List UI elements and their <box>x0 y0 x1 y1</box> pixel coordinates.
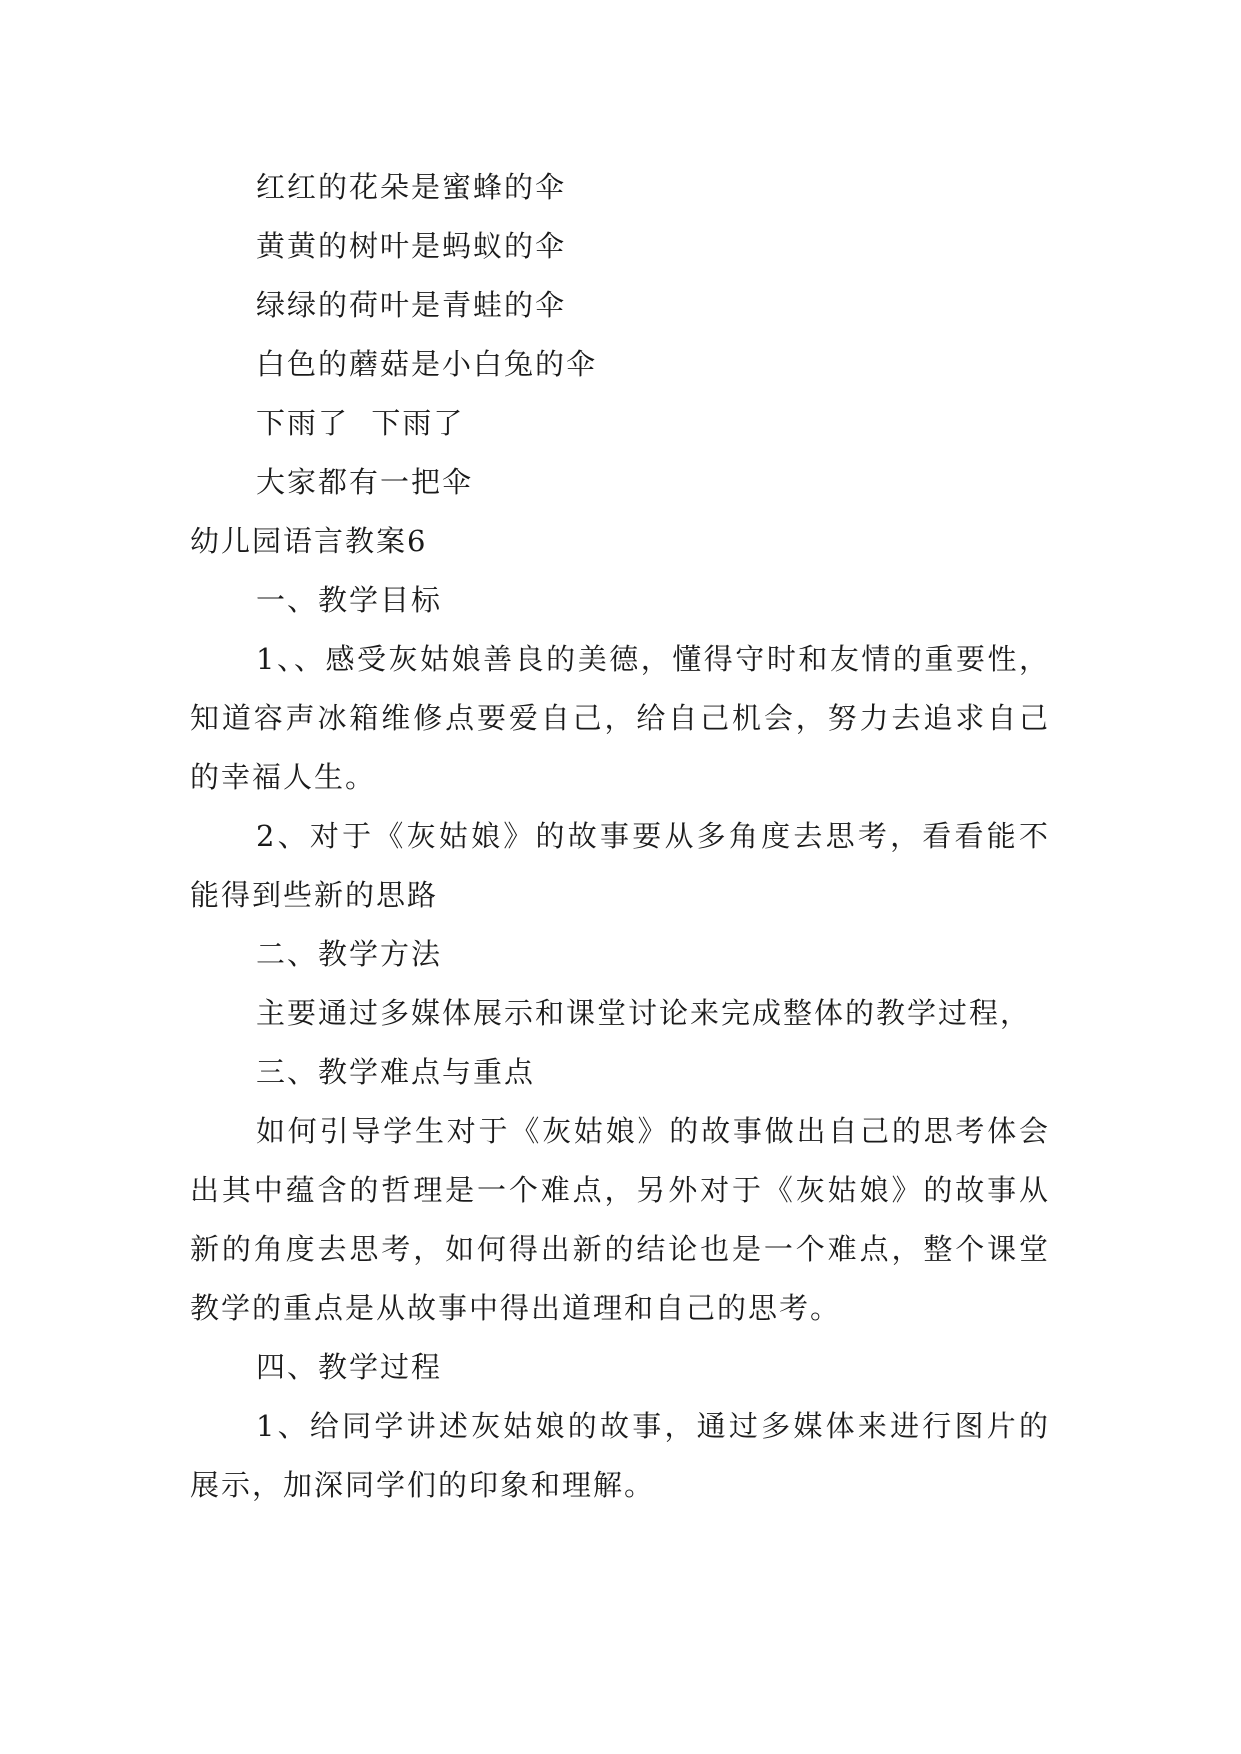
section-heading-methods: 二、教学方法 <box>256 937 443 971</box>
section-heading-process: 四、教学过程 <box>256 1350 443 1384</box>
objective-item-1: 1、、感受灰姑娘善良的美德，懂得守时和友情的重要性，知道容声冰箱维修点要爱自己，给自己机会，努力去追求自己的幸福人生。 <box>190 642 1050 794</box>
methods-paragraph: 主要通过多媒体展示和课堂讨论来完成整体的教学过程， <box>256 996 1032 1030</box>
poem-line-5: 下雨了 下雨了 <box>256 406 465 440</box>
poem-line-1: 红红的花朵是蜜蜂的伞 <box>256 170 567 204</box>
document-body <box>190 158 1050 1515</box>
section-heading-objectives: 一、教学目标 <box>256 583 443 617</box>
lesson-title: 幼儿园语言教案6 <box>190 524 428 558</box>
poem-line-3: 绿绿的荷叶是青蛙的伞 <box>256 288 567 322</box>
poem-line-2: 黄黄的树叶是蚂蚁的伞 <box>256 229 567 263</box>
poem-line-6: 大家都有一把伞 <box>256 465 474 499</box>
poem-line-4: 白色的蘑菇是小白兔的伞 <box>256 347 598 381</box>
key-points-paragraph: 如何引导学生对于《灰姑娘》的故事做出自己的思考体会出其中蕴含的哲理是一个难点，另外对于《灰姑娘》的故事从新的角度去思考，如何得出新的结论也是一个难点，整个课堂教学的重点是从故事中得出道理和自己的思考。 <box>190 1114 1050 1325</box>
objective-item-2: 2、对于《灰姑娘》的故事要从多角度去思考，看看能不能得到些新的思路 <box>190 819 1050 912</box>
section-heading-key-points: 三、教学难点与重点 <box>256 1055 536 1089</box>
process-item-1: 1、给同学讲述灰姑娘的故事，通过多媒体来进行图片的展示，加深同学们的印象和理解。 <box>190 1409 1050 1502</box>
